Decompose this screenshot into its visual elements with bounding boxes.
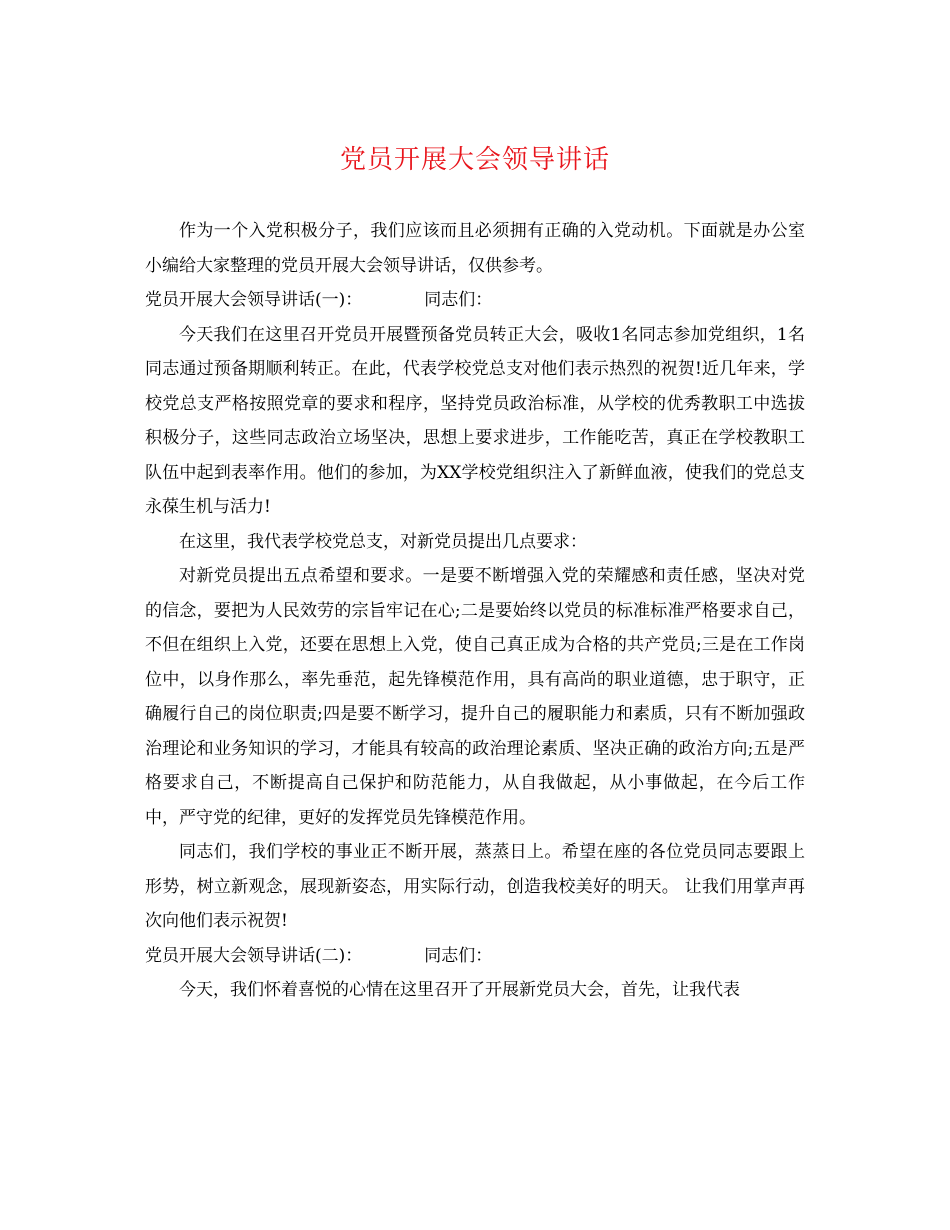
section-heading-1-greeting: 同志们： (424, 290, 493, 310)
section-heading-2-label: 党员开展大会领导讲话(二)： (145, 945, 363, 966)
paragraph-1: 今天我们在这里召开党员开展暨预备党员转正大会，吸收1名同志参加党组织，1名同志通过预备期顺利转正。在此，代表学校党总支对他们表示热烈的祝贺!近几年来，学校党总支严格按照党章的要求和程序，坚持党员政治标准，从学校的优秀教职工中选拔积极分子，这些同志政治立场坚决，思想上要求进步，工作能吃苦，真正在学校教职工队伍中起到表率作用。他们的参加，为XX学校党组织注入了新鲜血液，使我们的党总支永葆生机与活力! (145, 324, 805, 517)
paragraph-4: 同志们，我们学校的事业正不断开展，蒸蒸日上。希望在座的各位党员同志要跟上形势，树立新观念，展现新姿态，用实际行动，创造我校美好的明天。 让我们用掌声再次向他们表示祝贺! (145, 842, 805, 931)
section-heading-2 (145, 939, 805, 974)
section-heading-2-greeting: 同志们： (424, 945, 493, 966)
paragraph-2: 在这里，我代表学校党总支，对新党员提出几点要求： (179, 531, 587, 552)
section-heading-1 (145, 283, 805, 318)
document-body (145, 214, 805, 1008)
intro-paragraph: 作为一个入党积极分子，我们应该而且必须拥有正确的入党动机。下面就是办公室小编给大家整理的党员开展大会领导讲话，仅供参考。 (145, 221, 805, 276)
paragraph-3: 对新党员提出五点希望和要求。一是要不断增强入党的荣耀感和责任感，坚决对党的信念，要把为人民效劳的宗旨牢记在心;二是要始终以党员的标准标准严格要求自己，不但在组织上入党，还要在思想上入党，使自己真正成为合格的共产党员;三是在工作岗位中，以身作那么，率先垂范，起先锋模范作用，具有高尚的职业道德，忠于职守，正确履行自己的岗位职责;四是要不断学习，提升自己的履职能力和素质，只有不断加强政治理论和业务知识的学习，才能具有较高的政治理论素质、坚决正确的政治方向;五是严格要求自己，不断提高自己保护和防范能力，从自我做起，从小事做起，在今后工作中，严守党的纪律，更好的发挥党员先锋模范作用。 (145, 566, 805, 828)
section-heading-1-label: 党员开展大会领导讲话(一)： (145, 290, 363, 310)
paragraph-5: 今天，我们怀着喜悦的心情在这里召开了开展新党员大会，首先，让我代表 (179, 980, 740, 1000)
document-title: 党员开展大会领导讲话 (339, 145, 610, 175)
